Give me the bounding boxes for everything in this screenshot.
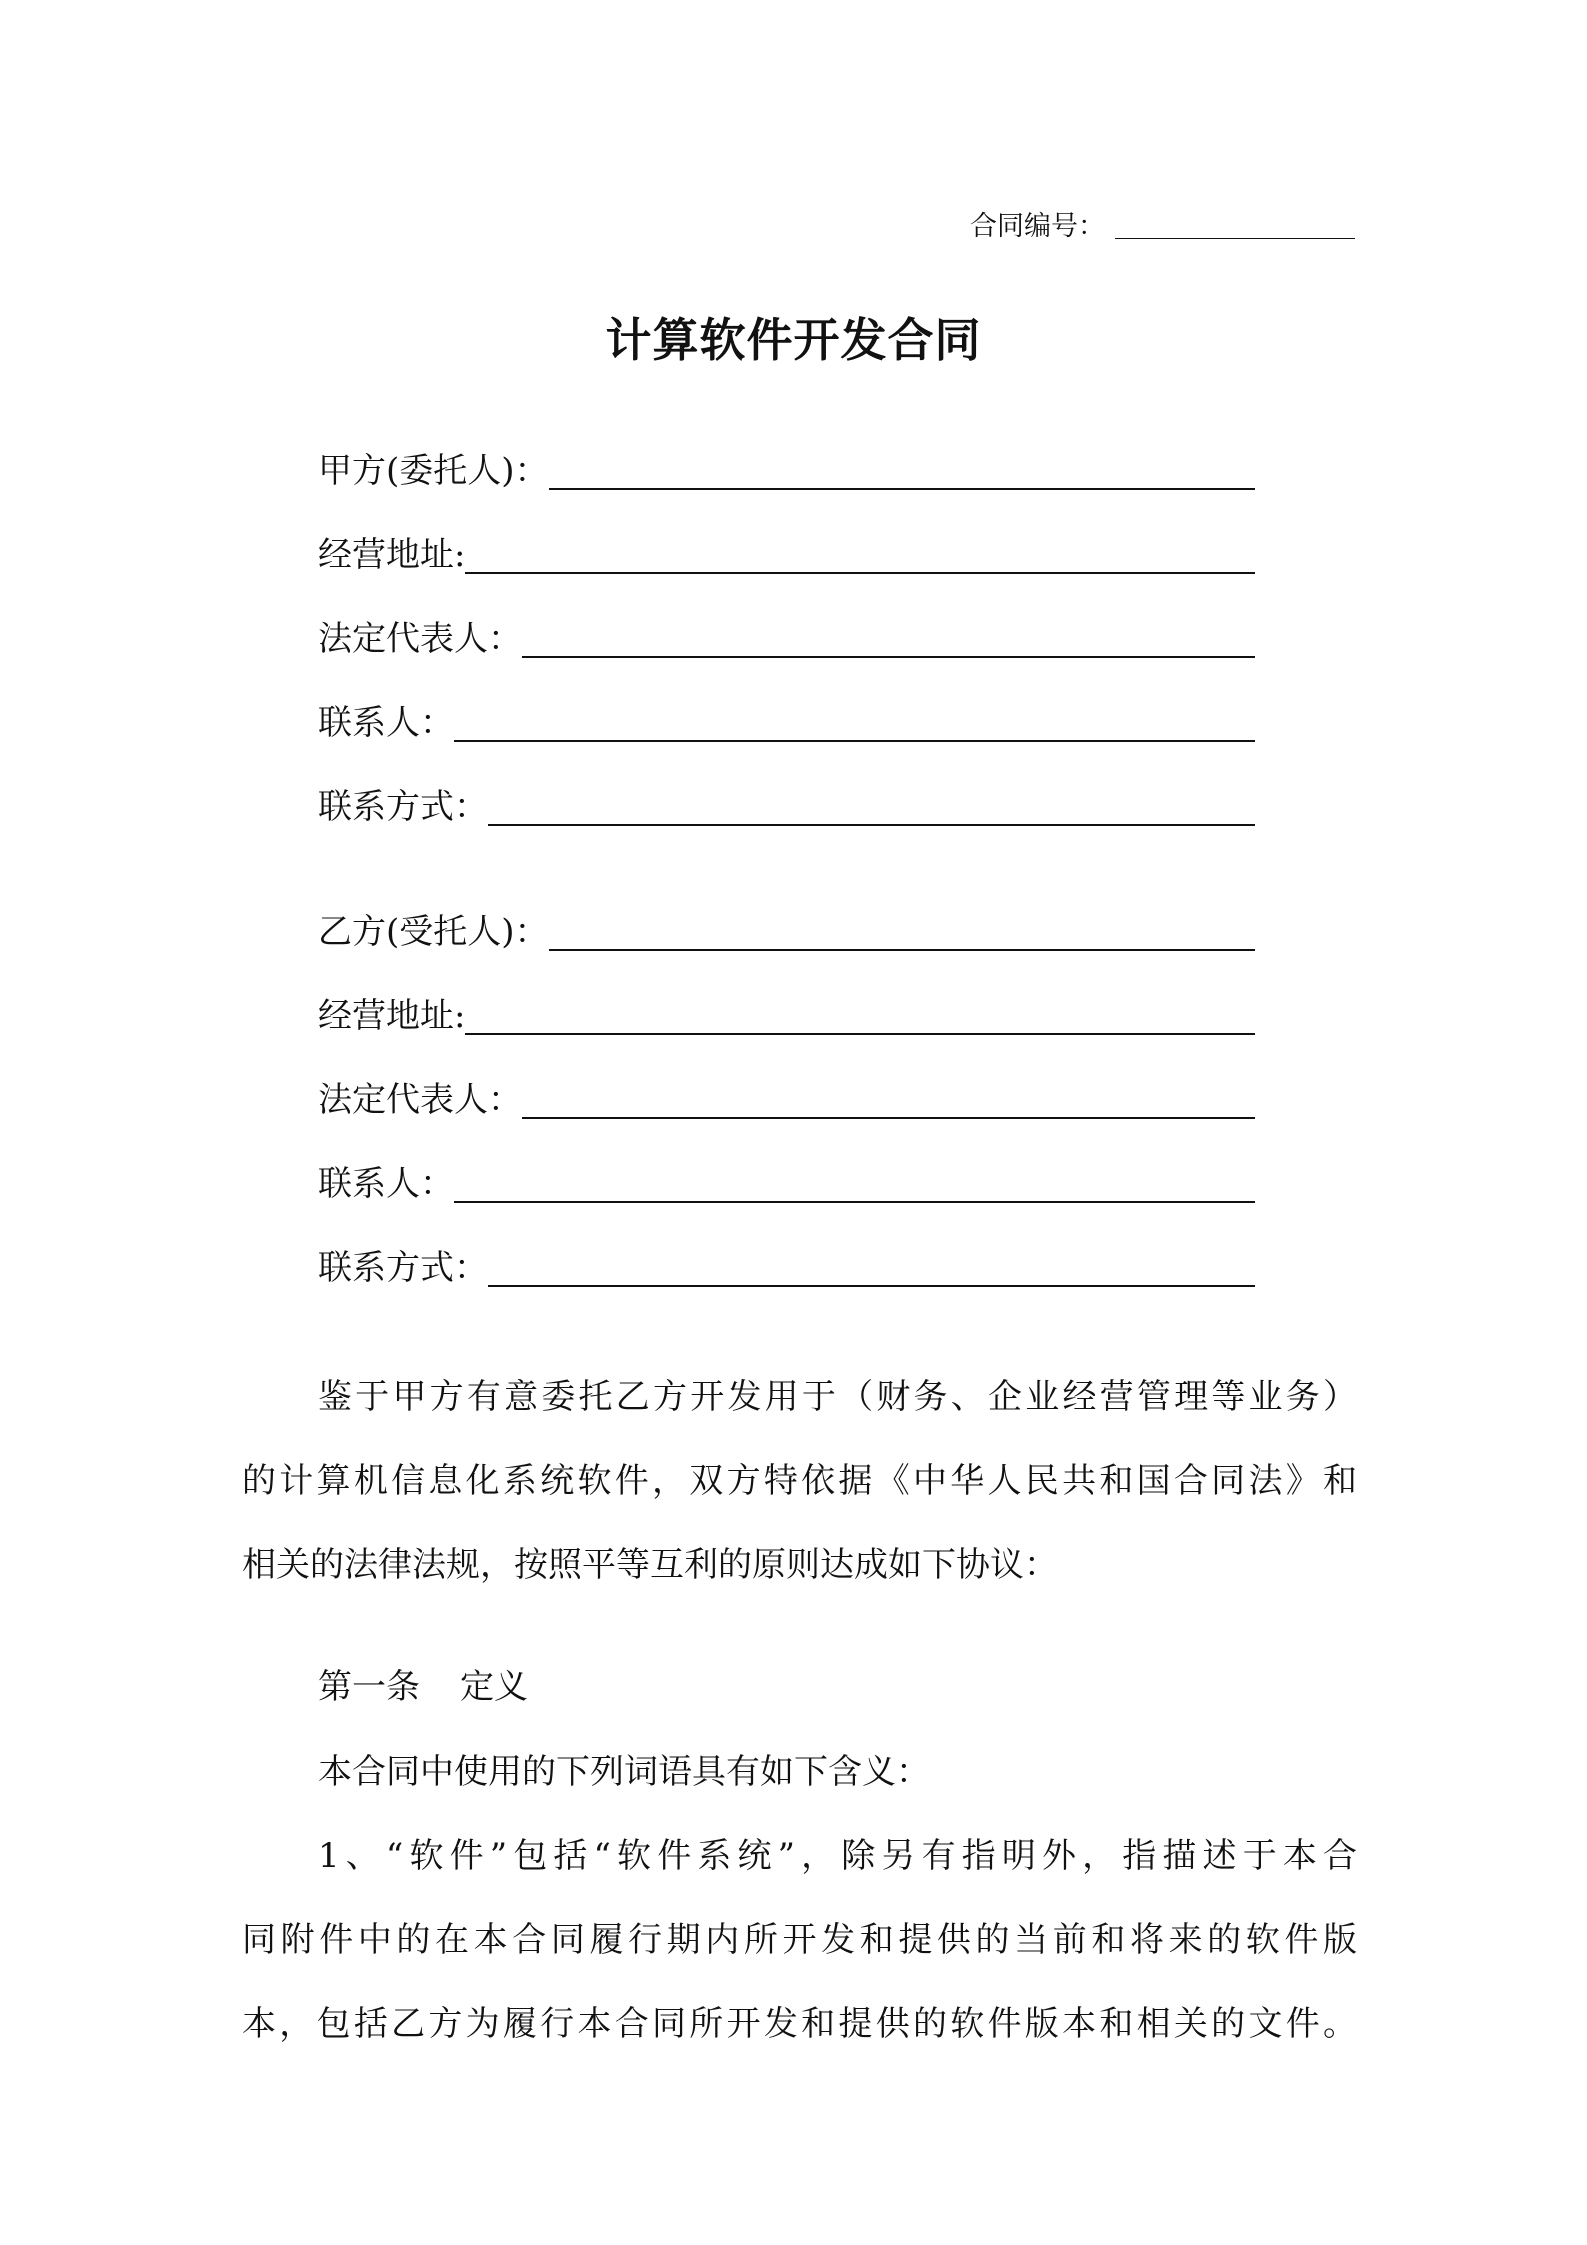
preamble-paragraph xyxy=(242,1355,1357,1607)
party-a-legal-rep-blank[interactable] xyxy=(522,620,1255,658)
party-b-contact-blank[interactable] xyxy=(454,1165,1255,1203)
party-a-name-field xyxy=(318,448,1255,492)
party-a-address-label: 经营地址: xyxy=(318,535,466,575)
article-1-intro xyxy=(242,1730,1357,1814)
party-a-name-label: 甲方(委托人)： xyxy=(318,451,549,491)
party-b-name-blank[interactable] xyxy=(549,913,1255,951)
party-b-legal-rep-blank[interactable] xyxy=(522,1081,1255,1119)
party-a-address-field xyxy=(318,532,1255,576)
party-a-contact-label: 联系人： xyxy=(318,703,454,743)
party-a-name-blank[interactable] xyxy=(549,452,1255,490)
party-a-contact-field xyxy=(318,700,1255,744)
party-b-legal-rep-label: 法定代表人： xyxy=(318,1080,522,1120)
clause-1-line: 本，包括乙方为履行本合同所开发和提供的软件版本和相关的文件。 xyxy=(242,2004,1357,2044)
article-1-heading xyxy=(318,1665,528,1709)
party-a-contact-method-blank[interactable] xyxy=(488,788,1255,826)
preamble-line: 鉴于甲方有意委托乙方开发用于（财务、企业经营管理等业务） xyxy=(318,1377,1357,1417)
party-b-legal-rep-field xyxy=(318,1077,1255,1121)
preamble-line: 的计算机信息化系统软件，双方特依据《中华人民共和国合同法》和 xyxy=(242,1461,1357,1501)
party-b-contact-field xyxy=(318,1161,1255,1205)
party-b-name-label: 乙方(受托人)： xyxy=(318,912,549,952)
party-a-contact-method-label: 联系方式： xyxy=(318,787,488,827)
party-a-contact-blank[interactable] xyxy=(454,704,1255,742)
party-a-address-blank[interactable] xyxy=(465,536,1255,574)
article-1-title: 定义 xyxy=(460,1667,528,1707)
party-b-address-blank[interactable] xyxy=(465,997,1255,1035)
party-b-contact-method-label: 联系方式： xyxy=(318,1248,488,1288)
document-title: 计算软件开发合同 xyxy=(605,313,982,367)
party-b-contact-method-blank[interactable] xyxy=(488,1249,1255,1287)
party-b-contact-label: 联系人： xyxy=(318,1164,454,1204)
contract-number-label: 合同编号： xyxy=(970,211,1105,242)
party-a-contact-method-field xyxy=(318,784,1255,828)
party-b-name-field xyxy=(318,909,1255,953)
article-1-intro-line: 本合同中使用的下列词语具有如下含义： xyxy=(318,1752,930,1792)
clause-1-line: 1、“软件”包括“软件系统”，除另有指明外，指描述于本合 xyxy=(318,1836,1357,1876)
contract-number-blank[interactable] xyxy=(1115,208,1355,239)
clause-1-line: 同附件中的在本合同履行期内所开发和提供的当前和将来的软件版 xyxy=(242,1920,1357,1960)
party-b-contact-method-field xyxy=(318,1245,1255,1289)
preamble-line: 相关的法律法规，按照平等互利的原则达成如下协议： xyxy=(242,1545,1058,1585)
party-b-address-field xyxy=(318,993,1255,1037)
article-1-number: 第一条 xyxy=(318,1667,420,1707)
party-a-legal-rep-label: 法定代表人： xyxy=(318,619,522,659)
party-b-address-label: 经营地址: xyxy=(318,996,466,1036)
party-a-legal-rep-field xyxy=(318,616,1255,660)
article-1-clause-1 xyxy=(242,1814,1357,2066)
contract-number-field xyxy=(970,205,1355,245)
